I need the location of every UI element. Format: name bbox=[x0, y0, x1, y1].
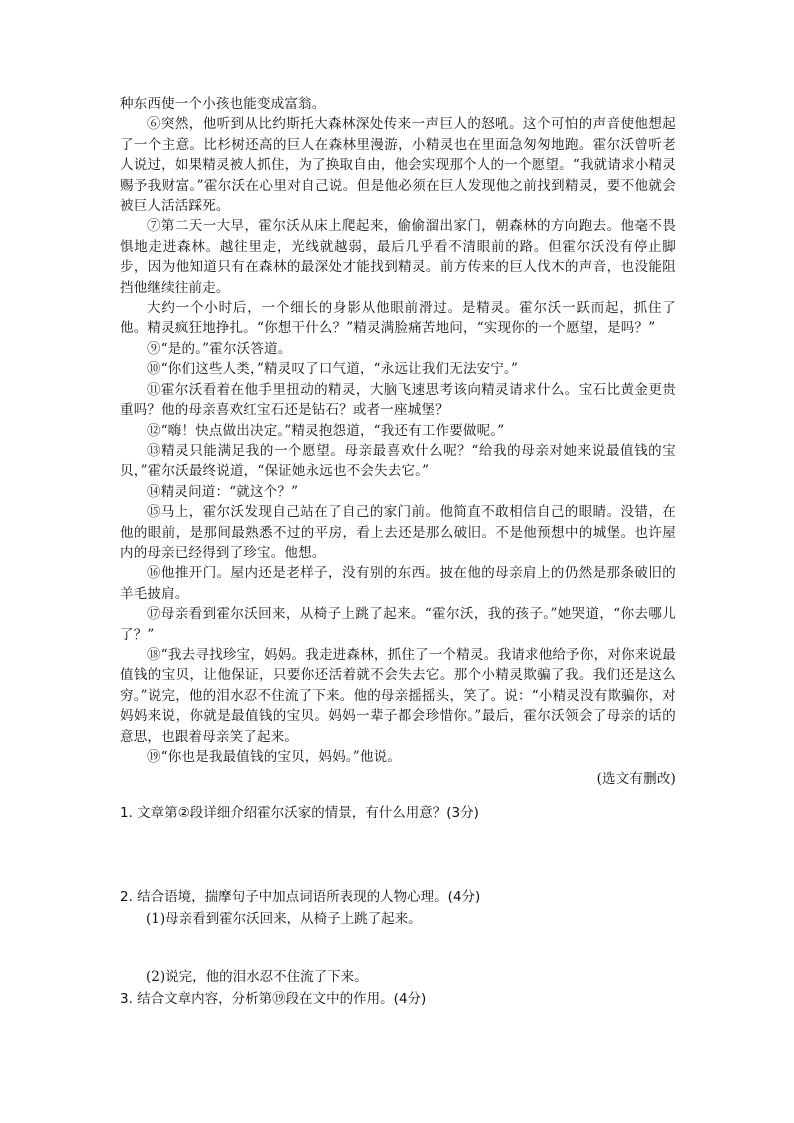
question-2: 2. 结合语境，揣摩句子中加点词语所表现的人物心理。(4分) bbox=[120, 889, 481, 905]
paragraph-7: ⑦第二天一大早，霍尔沃从床上爬起来，偷偷溜出家门，朝森林的方向跑去。他毫不畏惧地走进森林。越往里走，光线就越弱，最后几乎看不清眼前的路。但霍尔沃没有停止脚步，因为他知道只有在森林的最深处才能找到精灵。前方传来的巨人伐木的声音，也没能阻挡他继续往前走。 bbox=[120, 218, 676, 296]
paragraph-11: ⑪霍尔沃看着在他手里扭动的精灵，大脑飞速思考该向精灵请求什么。宝石比黄金更贵重吗？他的母亲喜欢红宝石还是钻石？或者一座城堡？ bbox=[120, 381, 676, 419]
question-2-item-2: (2)说完，他的泪水忍不住流了下来。 bbox=[146, 969, 368, 985]
paragraph-10: ⑩“你们这些人类，”精灵叹了口气道，“永远让我们无法安宁。” bbox=[147, 361, 519, 378]
paragraph-6: ⑥突然，他听到从比约斯托大森林深处传来一声巨人的怒吼。这个可怕的声音使他想起了一个主意。比杉树还高的巨人在森林里漫游，小精灵也在里面急匆匆地跑。霍尔沃曾听老人说过，如果精灵被人抓住，为了换取自由，他会实现那个人的一个愿望。“我就请求小精灵赐予我财富。”霍尔沃在心里对自己说。但是他必须在巨人发现他之前找到精灵，要不他就会被巨人活活踩死。 bbox=[120, 116, 676, 215]
question-3: 3. 结合文章内容，分析第⑲段在文中的作用。(4分) bbox=[120, 991, 427, 1007]
paragraph-12: ⑫“嗨！快点做出决定。”精灵抱怨道，“我还有工作要做呢。” bbox=[147, 422, 505, 439]
paragraph-16: ⑯他推开门。屋内还是老样子，没有别的东西。披在他的母亲肩上的仍然是那条破旧的羊毛披肩。 bbox=[120, 565, 676, 602]
paragraph-13: ⑬精灵只能满足我的一个愿望。母亲最喜欢什么呢？“给我的母亲对她来说最值钱的宝贝，”霍尔沃最终说道，“保证她永远也不会失去它。” bbox=[120, 442, 676, 480]
reading-passage bbox=[120, 94, 676, 790]
paragraph-8: 大约一个小时后，一个细长的身影从他眼前滑过。是精灵。霍尔沃一跃而起，抓住了他。精灵疯狂地挣扎。“你想干什么？”精灵满脸痛苦地问，“实现你的一个愿望，是吗？” bbox=[120, 300, 676, 337]
paragraph-18: ⑱“我去寻找珍宝，妈妈。我走进森林，抓住了一个精灵。我请求他给予你，对你来说最值钱的宝贝，让他保证，只要你还活着就不会失去它。那个小精灵欺骗了我。我们还是这么穷。”说完，他的泪水忍不住流了下来。他的母亲摇摇头，笑了。说：“小精灵没有欺骗你，对妈妈来说，你就是最值钱的宝贝。妈妈一辈子都会珍惜你。”最后，霍尔沃领会了母亲的话的意思，也跟着母亲笑了起来。 bbox=[120, 646, 676, 745]
paragraph-14: ⑭精灵问道：“就这个？” bbox=[147, 483, 299, 500]
question-2-item-1: (1)母亲看到霍尔沃回来，从椅子上跳了起来。 bbox=[146, 911, 422, 927]
question-section bbox=[120, 802, 676, 1010]
paragraph-15: ⑮马上，霍尔沃发现自己站在了自己的家门前。他简直不敢相信自己的眼睛。没错，在他的眼前，是那间最熟悉不过的平房，看上去还是那么破旧。不是他预想中的城堡。也许屋内的母亲已经得到了珍宝。他想。 bbox=[120, 504, 676, 561]
question-1: 1. 文章第②段详细介绍霍尔沃家的情景，有什么用意？(3分) bbox=[120, 805, 479, 821]
paragraph-19: ⑲“你也是我最值钱的宝贝，妈妈。”他说。 bbox=[147, 749, 402, 765]
source-note: (选文有删改) bbox=[596, 771, 676, 788]
paragraph-17: ⑰母亲看到霍尔沃回来，从椅子上跳了起来。“霍尔沃，我的孩子。”她哭道，“你去哪儿了？” bbox=[120, 606, 676, 643]
paragraph-5-end: 种东西使一个小孩也能变成富翁。 bbox=[120, 96, 326, 112]
paragraph-9: ⑨“是的。”霍尔沃答道。 bbox=[147, 340, 292, 357]
